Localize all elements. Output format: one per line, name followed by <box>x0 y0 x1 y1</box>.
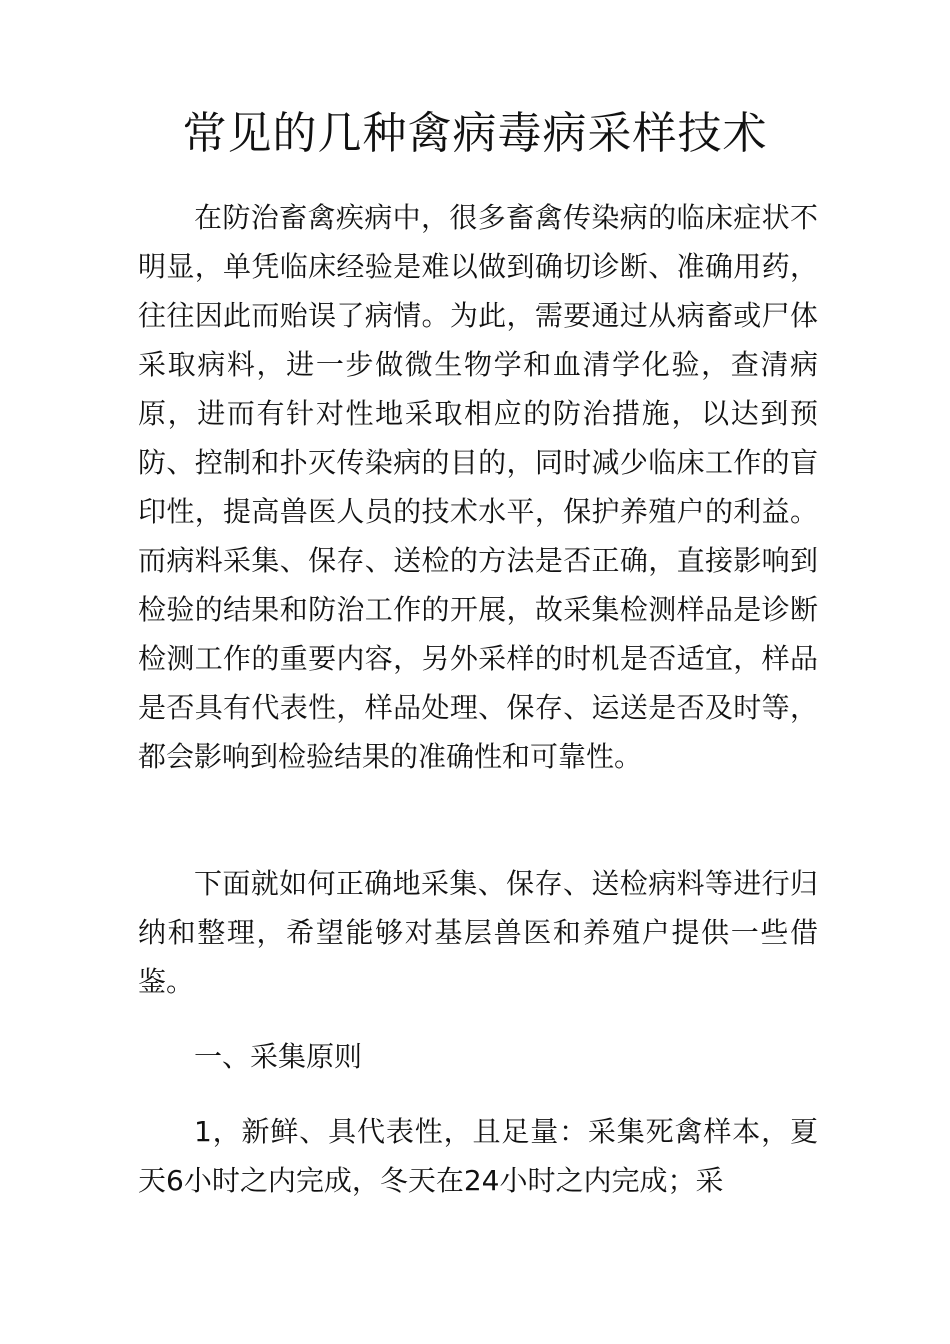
section-heading: 一、采集原则 <box>194 1040 363 1073</box>
document-title: 常见的几种禽病毒病采样技术 <box>182 108 768 159</box>
principle-paragraph: 1，新鲜、具代表性，且足量：采集死禽样本，夏天6小时之内完成，冬天在24小时之内完成；采 <box>138 1115 818 1197</box>
intro-paragraph: 在防治畜禽疾病中，很多畜禽传染病的临床症状不明显，单凭临床经验是难以做到确切诊断、准确用药，往往因此而贻误了病情。为此，需要通过从病畜或尸体采取病料，进一步做微生物学和血清学化验，查清病原，进而有针对性地采取相应的防治措施，以达到预防、控制和扑灭传染病的目的，同时减少临床工作的盲印性，提高兽医人员的技术水平，保护养殖户的利益。而病料采集、保存、送检的方法是否正确，直接影响到检验的结果和防治工作的开展，故采集检测样品是诊断检测工作的重要内容，另外采样的时机是否适宜，样品是否具有代表性，样品处理、保存、运送是否及时等，都会影响到检验结果的准确性和可靠性。 <box>138 201 818 773</box>
summary-paragraph: 下面就如何正确地采集、保存、送检病料等进行归纳和整理，希望能够对基层兽医和养殖户提供一些借鉴。 <box>138 867 818 998</box>
